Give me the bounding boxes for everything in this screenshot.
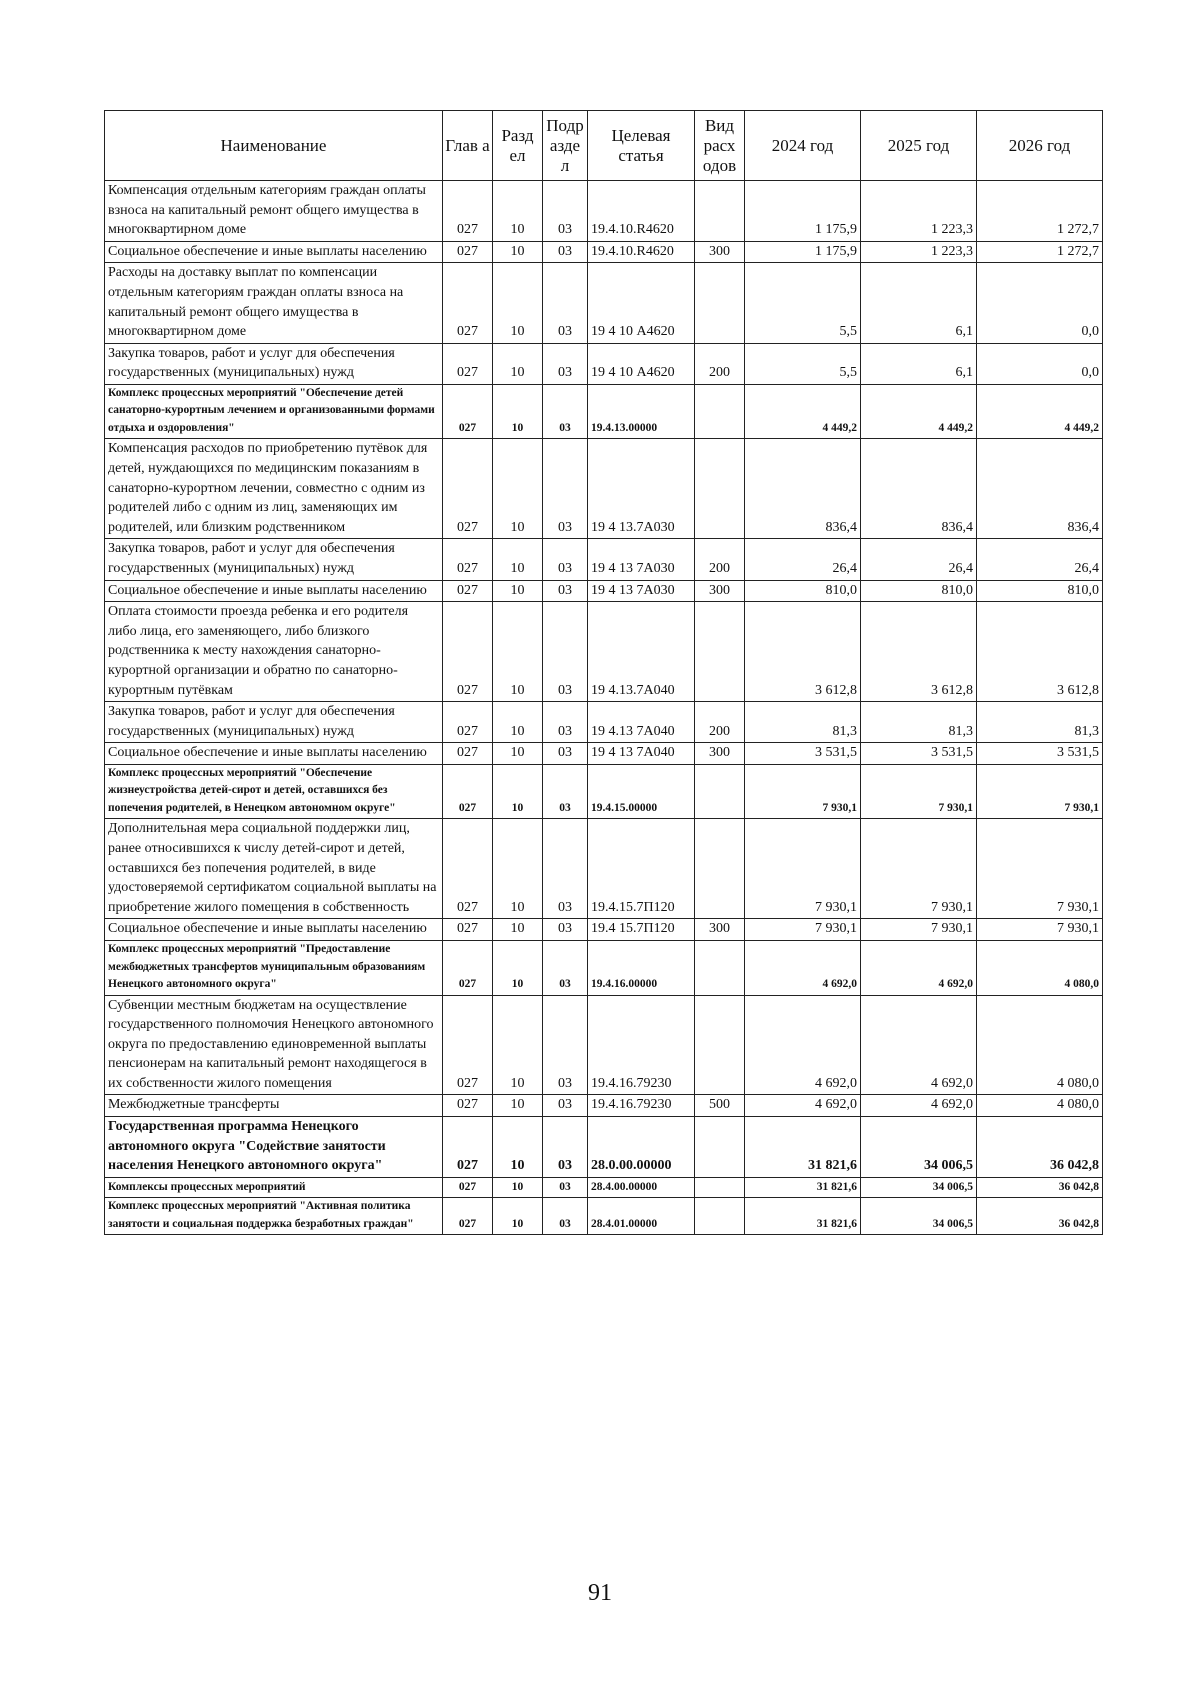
cell-2024: 4 692,0 — [745, 995, 861, 1095]
table-row — [105, 919, 1103, 941]
cell-2026: 7 930,1 — [977, 819, 1103, 919]
cell-2026: 26,4 — [977, 539, 1103, 580]
cell-vid: 300 — [695, 919, 745, 941]
cell-target: 19 4.13 7А040 — [588, 702, 695, 743]
cell-podrazdel: 03 — [543, 743, 588, 765]
table-row — [105, 181, 1103, 242]
cell-name: Оплата стоимости проезда ребенка и его родителя либо лица, его заменяющего, либо близкого родственника к месту нахождения санаторно-курортной организации и обратно по санаторно-курортным путёвкам — [105, 602, 443, 702]
cell-2024: 1 175,9 — [745, 241, 861, 263]
cell-podrazdel: 03 — [543, 1117, 588, 1178]
cell-glava: 027 — [443, 764, 493, 819]
cell-razdel: 10 — [493, 1177, 543, 1198]
cell-target: 19 4 13 7А040 — [588, 743, 695, 765]
cell-razdel: 10 — [493, 702, 543, 743]
table-row — [105, 1177, 1103, 1198]
header-vid: Вид расх одов — [695, 111, 745, 181]
cell-2025: 1 223,3 — [861, 241, 977, 263]
cell-podrazdel: 03 — [543, 580, 588, 602]
cell-target: 28.4.00.00000 — [588, 1177, 695, 1198]
budget-table — [104, 110, 1103, 1235]
header-target: Целевая статья — [588, 111, 695, 181]
cell-2024: 3 531,5 — [745, 743, 861, 765]
cell-2025: 6,1 — [861, 343, 977, 384]
cell-razdel: 10 — [493, 1117, 543, 1178]
table-row — [105, 343, 1103, 384]
cell-glava: 027 — [443, 1198, 493, 1235]
cell-2024: 7 930,1 — [745, 919, 861, 941]
cell-2025: 1 223,3 — [861, 181, 977, 242]
cell-2026: 4 449,2 — [977, 384, 1103, 439]
cell-razdel: 10 — [493, 995, 543, 1095]
table-row — [105, 602, 1103, 702]
cell-vid: 200 — [695, 539, 745, 580]
cell-razdel: 10 — [493, 580, 543, 602]
cell-target: 19 4 10 А4620 — [588, 343, 695, 384]
cell-razdel: 10 — [493, 1198, 543, 1235]
cell-2024: 4 449,2 — [745, 384, 861, 439]
header-podrazdel: Подр азде л — [543, 111, 588, 181]
table-row — [105, 241, 1103, 263]
cell-2025: 7 930,1 — [861, 764, 977, 819]
table-row — [105, 702, 1103, 743]
cell-name: Компенсация отдельным категориям граждан оплаты взноса на капитальный ремонт общего имущества в многоквартирном доме — [105, 181, 443, 242]
cell-podrazdel: 03 — [543, 941, 588, 996]
cell-glava: 027 — [443, 263, 493, 343]
cell-razdel: 10 — [493, 384, 543, 439]
table-row — [105, 384, 1103, 439]
cell-glava: 027 — [443, 743, 493, 765]
cell-target: 19.4.10.R4620 — [588, 241, 695, 263]
cell-2024: 7 930,1 — [745, 819, 861, 919]
cell-2026: 4 080,0 — [977, 995, 1103, 1095]
cell-vid: 300 — [695, 241, 745, 263]
table-row — [105, 580, 1103, 602]
table-row — [105, 1095, 1103, 1117]
cell-2024: 4 692,0 — [745, 1095, 861, 1117]
cell-2025: 7 930,1 — [861, 819, 977, 919]
cell-razdel: 10 — [493, 263, 543, 343]
cell-podrazdel: 03 — [543, 819, 588, 919]
cell-name: Социальное обеспечение и иные выплаты населению — [105, 919, 443, 941]
cell-glava: 027 — [443, 819, 493, 919]
cell-2025: 4 692,0 — [861, 995, 977, 1095]
cell-name: Межбюджетные трансферты — [105, 1095, 443, 1117]
cell-target: 19.4 15.7П120 — [588, 919, 695, 941]
cell-2025: 34 006,5 — [861, 1177, 977, 1198]
cell-name: Компенсация расходов по приобретению путёвок для детей, нуждающихся по медицинским показаниям в санаторно-курортном лечении, совместно с одним из родителей либо с одним из лиц, заменяющих им родителей, или близким родственником — [105, 439, 443, 539]
cell-name: Закупка товаров, работ и услуг для обеспечения государственных (муниципальных) нужд — [105, 343, 443, 384]
cell-podrazdel: 03 — [543, 263, 588, 343]
cell-razdel: 10 — [493, 241, 543, 263]
cell-2024: 81,3 — [745, 702, 861, 743]
cell-podrazdel: 03 — [543, 602, 588, 702]
table-row — [105, 539, 1103, 580]
header-2026: 2026 год — [977, 111, 1103, 181]
cell-podrazdel: 03 — [543, 343, 588, 384]
cell-2024: 7 930,1 — [745, 764, 861, 819]
cell-target: 19.4.16.79230 — [588, 995, 695, 1095]
cell-2024: 31 821,6 — [745, 1177, 861, 1198]
header-razdel: Разд ел — [493, 111, 543, 181]
cell-2024: 1 175,9 — [745, 181, 861, 242]
table-row — [105, 439, 1103, 539]
cell-vid — [695, 819, 745, 919]
cell-2024: 3 612,8 — [745, 602, 861, 702]
cell-name: Комплекс процессных мероприятий "Активная политика занятости и социальная поддержка безработных граждан" — [105, 1198, 443, 1235]
header-glava: Глав а — [443, 111, 493, 181]
cell-glava: 027 — [443, 580, 493, 602]
cell-2026: 3 612,8 — [977, 602, 1103, 702]
cell-2024: 26,4 — [745, 539, 861, 580]
cell-podrazdel: 03 — [543, 764, 588, 819]
cell-2026: 836,4 — [977, 439, 1103, 539]
cell-target: 19 4.13.7А040 — [588, 602, 695, 702]
cell-2025: 7 930,1 — [861, 919, 977, 941]
cell-podrazdel: 03 — [543, 995, 588, 1095]
cell-glava: 027 — [443, 941, 493, 996]
cell-target: 19.4.16.00000 — [588, 941, 695, 996]
cell-podrazdel: 03 — [543, 241, 588, 263]
cell-name: Закупка товаров, работ и услуг для обеспечения государственных (муниципальных) нужд — [105, 702, 443, 743]
cell-target: 19.4.13.00000 — [588, 384, 695, 439]
cell-2024: 5,5 — [745, 263, 861, 343]
header-2024: 2024 год — [745, 111, 861, 181]
cell-glava: 027 — [443, 602, 493, 702]
cell-name: Социальное обеспечение и иные выплаты населению — [105, 241, 443, 263]
cell-razdel: 10 — [493, 539, 543, 580]
cell-target: 19.4.10.R4620 — [588, 181, 695, 242]
cell-razdel: 10 — [493, 439, 543, 539]
cell-2026: 1 272,7 — [977, 241, 1103, 263]
cell-name: Социальное обеспечение и иные выплаты населению — [105, 743, 443, 765]
cell-vid — [695, 1177, 745, 1198]
cell-2025: 4 692,0 — [861, 1095, 977, 1117]
cell-name: Расходы на доставку выплат по компенсации отдельным категориям граждан оплаты взноса на капитальный ремонт общего имущества в многоквартирном доме — [105, 263, 443, 343]
cell-razdel: 10 — [493, 181, 543, 242]
cell-vid — [695, 263, 745, 343]
cell-glava: 027 — [443, 1117, 493, 1178]
cell-2026: 7 930,1 — [977, 919, 1103, 941]
cell-razdel: 10 — [493, 919, 543, 941]
cell-target: 19 4 13 7А030 — [588, 539, 695, 580]
cell-2026: 3 531,5 — [977, 743, 1103, 765]
cell-target: 19.4.15.00000 — [588, 764, 695, 819]
cell-name: Комплексы процессных мероприятий — [105, 1177, 443, 1198]
table-body — [105, 181, 1103, 1235]
cell-2026: 1 272,7 — [977, 181, 1103, 242]
table-row — [105, 819, 1103, 919]
cell-glava: 027 — [443, 181, 493, 242]
cell-glava: 027 — [443, 384, 493, 439]
cell-glava: 027 — [443, 343, 493, 384]
cell-vid — [695, 764, 745, 819]
table-row — [105, 764, 1103, 819]
cell-razdel: 10 — [493, 1095, 543, 1117]
cell-2024: 5,5 — [745, 343, 861, 384]
cell-vid: 500 — [695, 1095, 745, 1117]
cell-glava: 027 — [443, 539, 493, 580]
cell-vid — [695, 995, 745, 1095]
cell-2025: 4 692,0 — [861, 941, 977, 996]
cell-name: Комплекс процессных мероприятий "Обеспечение детей санаторно-курортным лечением и организованными формами отдыха и оздоровления" — [105, 384, 443, 439]
cell-vid: 300 — [695, 580, 745, 602]
table-row — [105, 1117, 1103, 1178]
cell-name: Государственная программа Ненецкого автономного округа "Содействие занятости населения Ненецкого автономного округа" — [105, 1117, 443, 1178]
cell-2025: 26,4 — [861, 539, 977, 580]
cell-podrazdel: 03 — [543, 181, 588, 242]
cell-glava: 027 — [443, 1095, 493, 1117]
table-row — [105, 941, 1103, 996]
cell-2026: 81,3 — [977, 702, 1103, 743]
cell-razdel: 10 — [493, 602, 543, 702]
cell-vid — [695, 181, 745, 242]
cell-2025: 3 531,5 — [861, 743, 977, 765]
cell-2024: 4 692,0 — [745, 941, 861, 996]
cell-2024: 810,0 — [745, 580, 861, 602]
cell-2024: 836,4 — [745, 439, 861, 539]
cell-2026: 810,0 — [977, 580, 1103, 602]
cell-target: 19.4.16.79230 — [588, 1095, 695, 1117]
cell-target: 19 4 13 7А030 — [588, 580, 695, 602]
cell-target: 19.4.15.7П120 — [588, 819, 695, 919]
cell-vid — [695, 941, 745, 996]
cell-2025: 6,1 — [861, 263, 977, 343]
header-name: Наименование — [105, 111, 443, 181]
cell-target: 28.4.01.00000 — [588, 1198, 695, 1235]
cell-2026: 4 080,0 — [977, 1095, 1103, 1117]
cell-2026: 4 080,0 — [977, 941, 1103, 996]
cell-2025: 81,3 — [861, 702, 977, 743]
cell-glava: 027 — [443, 919, 493, 941]
cell-2025: 810,0 — [861, 580, 977, 602]
table-row — [105, 263, 1103, 343]
cell-2026: 0,0 — [977, 343, 1103, 384]
cell-vid — [695, 1117, 745, 1178]
cell-name: Субвенции местным бюджетам на осуществление государственного полномочия Ненецкого автономного округа по предоставлению единовременной выплаты пенсионерам на капитальный ремонт находящегося в их собственности жилого помещения — [105, 995, 443, 1095]
cell-razdel: 10 — [493, 764, 543, 819]
cell-glava: 027 — [443, 439, 493, 539]
cell-glava: 027 — [443, 702, 493, 743]
cell-2024: 31 821,6 — [745, 1117, 861, 1178]
cell-vid: 300 — [695, 743, 745, 765]
cell-glava: 027 — [443, 995, 493, 1095]
cell-2026: 0,0 — [977, 263, 1103, 343]
cell-podrazdel: 03 — [543, 1177, 588, 1198]
header-2025: 2025 год — [861, 111, 977, 181]
cell-razdel: 10 — [493, 743, 543, 765]
cell-2025: 4 449,2 — [861, 384, 977, 439]
page-number: 91 — [588, 1580, 612, 1606]
cell-podrazdel: 03 — [543, 702, 588, 743]
cell-2025: 3 612,8 — [861, 602, 977, 702]
cell-2026: 36 042,8 — [977, 1198, 1103, 1235]
cell-vid: 200 — [695, 343, 745, 384]
cell-podrazdel: 03 — [543, 384, 588, 439]
cell-podrazdel: 03 — [543, 1095, 588, 1117]
cell-2025: 34 006,5 — [861, 1117, 977, 1178]
cell-podrazdel: 03 — [543, 539, 588, 580]
cell-vid — [695, 602, 745, 702]
cell-razdel: 10 — [493, 819, 543, 919]
cell-glava: 027 — [443, 1177, 493, 1198]
cell-razdel: 10 — [493, 343, 543, 384]
header-row — [105, 111, 1103, 181]
cell-name: Комплекс процессных мероприятий "Обеспечение жизнеустройства детей-сирот и детей, оставшихся без попечения родителей, в Ненецком автономном округе" — [105, 764, 443, 819]
cell-vid — [695, 1198, 745, 1235]
cell-2024: 31 821,6 — [745, 1198, 861, 1235]
cell-name: Социальное обеспечение и иные выплаты населению — [105, 580, 443, 602]
table-row — [105, 1198, 1103, 1235]
cell-podrazdel: 03 — [543, 919, 588, 941]
cell-2026: 7 930,1 — [977, 764, 1103, 819]
cell-podrazdel: 03 — [543, 1198, 588, 1235]
cell-target: 28.0.00.00000 — [588, 1117, 695, 1178]
cell-vid: 200 — [695, 702, 745, 743]
cell-2026: 36 042,8 — [977, 1117, 1103, 1178]
cell-2026: 36 042,8 — [977, 1177, 1103, 1198]
cell-name: Закупка товаров, работ и услуг для обеспечения государственных (муниципальных) нужд — [105, 539, 443, 580]
cell-vid — [695, 384, 745, 439]
cell-glava: 027 — [443, 241, 493, 263]
cell-vid — [695, 439, 745, 539]
table-row — [105, 743, 1103, 765]
cell-target: 19 4 13.7А030 — [588, 439, 695, 539]
cell-podrazdel: 03 — [543, 439, 588, 539]
cell-name: Комплекс процессных мероприятий "Предоставление межбюджетных трансфертов муниципальным образованиям Ненецкого автономного округа" — [105, 941, 443, 996]
table-row — [105, 995, 1103, 1095]
cell-2025: 34 006,5 — [861, 1198, 977, 1235]
cell-name: Дополнительная мера социальной поддержки лиц, ранее относившихся к числу детей-сирот и детей, оставшихся без попечения родителей, в виде удостоверяемой сертификатом социальной выплаты на приобретение жилого помещения в собственность — [105, 819, 443, 919]
cell-2025: 836,4 — [861, 439, 977, 539]
cell-razdel: 10 — [493, 941, 543, 996]
cell-target: 19 4 10 А4620 — [588, 263, 695, 343]
